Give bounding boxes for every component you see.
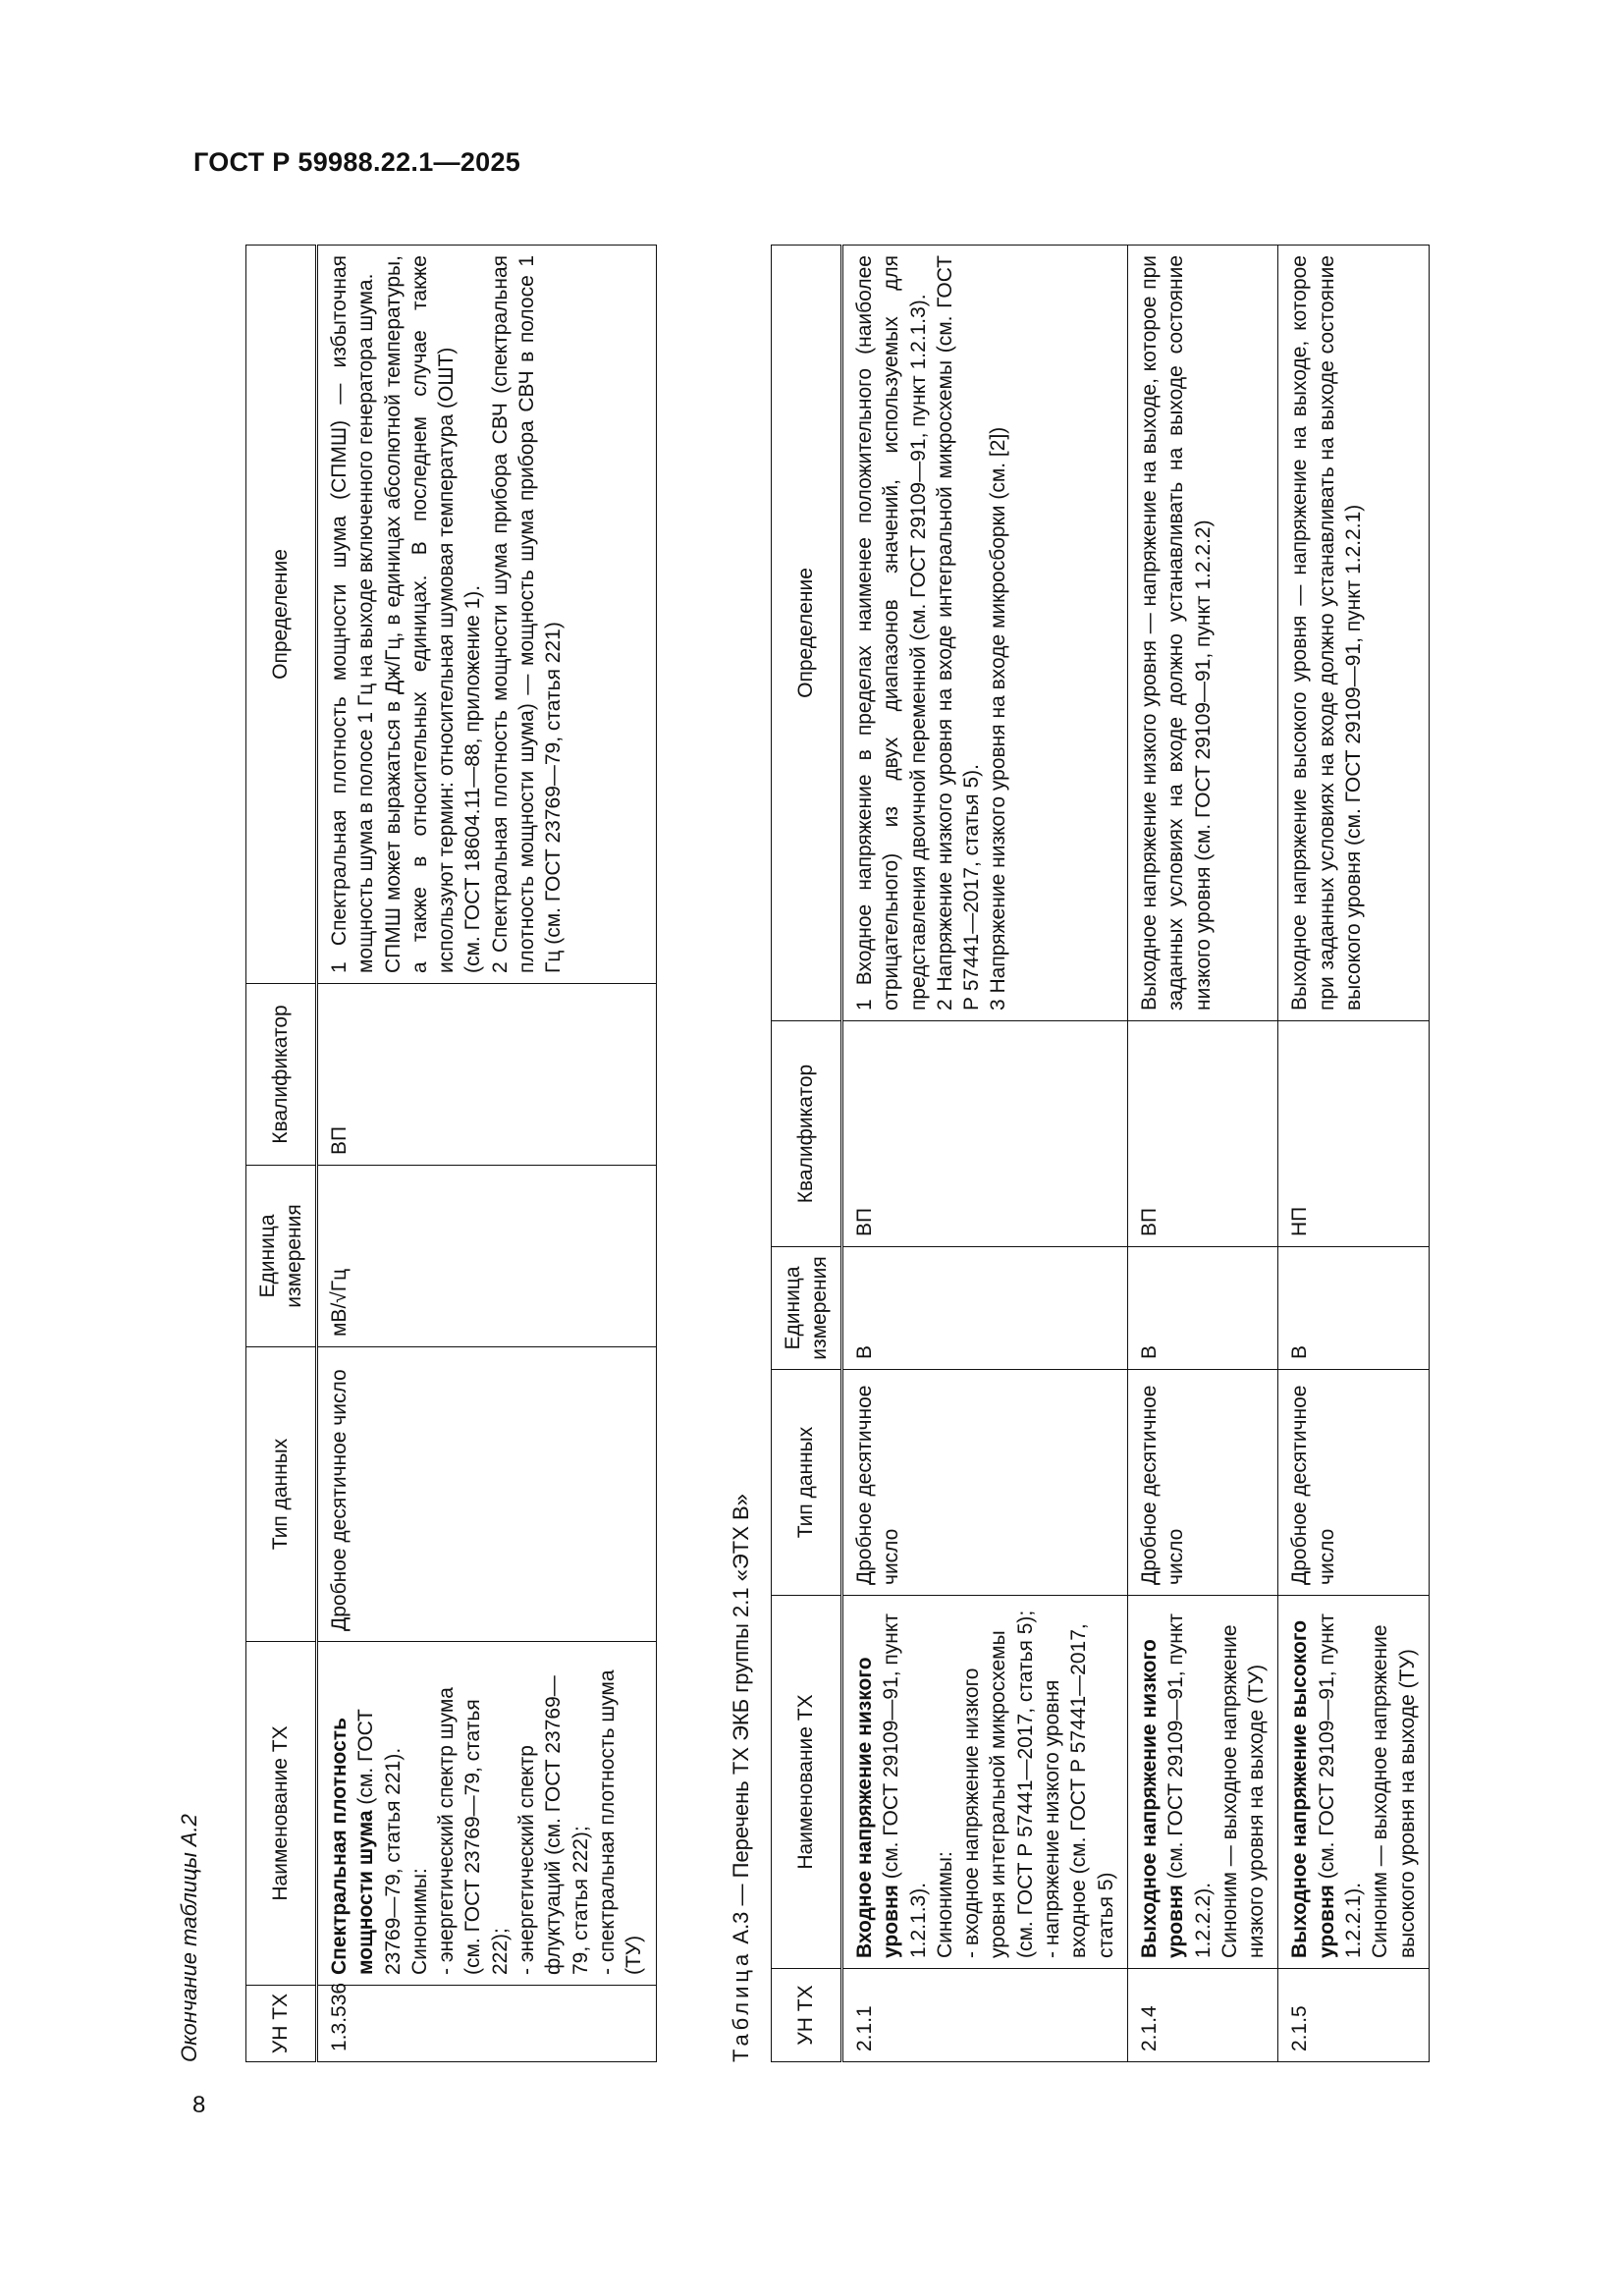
table-a3 <box>771 245 1430 2062</box>
name-line: - энергетический спектр флуктуаций (см. ГОСТ 23769—79, статья 222); <box>515 1675 592 1975</box>
name-line: - входное напряжение низкого уровня интегральной микросхемы (см. ГОСТ Р 57441—2017, статья 5); <box>960 1610 1037 1958</box>
definition-line: 1 Спектральная плотность мощности шума (СПМШ) — избыточная мощность шума в полосе 1 Гц на выходе включенного генератора шума. <box>328 255 378 973</box>
table-a3-caption <box>729 1494 754 2062</box>
table-row <box>1278 246 1429 2062</box>
cell-un: 1.3.536 <box>317 1986 657 2062</box>
cell-qualifier: ВП <box>1127 1021 1277 1247</box>
definition-line: 2 Напряжение низкого уровня на входе интегральной микросхемы (см. ГОСТ Р 57441—2017, статья 5). <box>933 255 984 1011</box>
definition-line: Выходное напряжение низкого уровня — напряжение на выходе, которое при заданных условиях на входе должно устанавливать на выходе состояние низкого уровня (см. ГОСТ 29109—91, пункт 1.2.2.2) <box>1137 255 1215 1011</box>
cell-definition <box>842 246 1128 1021</box>
name-line: Синонимы: <box>407 1868 431 1975</box>
col-header-unit: Единица измерения <box>246 1166 317 1347</box>
cell-definition <box>1278 246 1429 1021</box>
cell-qualifier: ВП <box>317 984 657 1166</box>
cell-unit: мВ/√Гц <box>317 1166 657 1347</box>
term-name: Выходное напряжение высокого уровня <box>1288 1619 1338 1958</box>
term-name: Входное напряжение низкого уровня <box>853 1657 903 1958</box>
cell-unit: В <box>1278 1247 1429 1370</box>
table-a2-end <box>245 245 657 2062</box>
cell-unit: В <box>1127 1247 1277 1370</box>
name-line: Синоним — выходное напряжение низкого уровня на выходе (ТУ) <box>1217 1624 1269 1958</box>
cell-name <box>317 1642 657 1986</box>
cell-definition <box>317 246 657 984</box>
cell-qualifier: НП <box>1278 1021 1429 1247</box>
col-header-name: Наименование ТХ <box>246 1642 317 1986</box>
col-header-name: Наименование ТХ <box>772 1596 842 1969</box>
table-header-row <box>246 246 317 2062</box>
col-header-unit: Единица измерения <box>772 1247 842 1370</box>
document-header: ГОСТ Р 59988.22.1—2025 <box>193 147 521 177</box>
cell-un: 2.1.1 <box>842 1969 1128 2062</box>
term-ref: (см. ГОСТ 29109—91, пункт 1.2.2.1). <box>1315 1613 1366 1958</box>
col-header-un: УН ТХ <box>246 1986 317 2062</box>
col-header-type: Тип данных <box>772 1370 842 1596</box>
cell-unit: В <box>842 1247 1128 1370</box>
col-header-definition: Определение <box>246 246 317 984</box>
table-continuation-caption: Окончание таблицы А.2 <box>177 1814 201 2062</box>
rotated-page-content <box>177 246 1537 2062</box>
cell-type: Дробное десятичное число <box>1127 1370 1277 1596</box>
col-header-type: Тип данных <box>246 1347 317 1642</box>
cell-qualifier: ВП <box>842 1021 1128 1247</box>
name-line: - напряжение низкого уровня входное (см. ГОСТ Р 57441—2017, статья 5) <box>1041 1623 1117 1958</box>
cell-name <box>842 1596 1128 1969</box>
cell-type: Дробное десятичное число <box>842 1370 1128 1596</box>
cell-name <box>1127 1596 1277 1969</box>
cell-name <box>1278 1596 1429 1969</box>
page-number: 8 <box>192 2092 206 2118</box>
definition-line: 2 Спектральная плотность мощности шума прибора СВЧ (спектральная плотность мощности шума) — мощность шума прибора СВЧ в полосе 1 Гц (см. ГОСТ 23769—79, статья 221) <box>488 255 566 973</box>
col-header-un: УН ТХ <box>772 1969 842 2062</box>
cell-type: Дробное десятичное число <box>317 1347 657 1642</box>
table-row <box>842 246 1128 2062</box>
definition-line: Выходное напряжение высокого уровня — напряжение на выходе, которое при заданных условиях на входе должно устанавливать на выходе состояние высокого уровня (см. ГОСТ 29109—91, пункт 1.2.2.1) <box>1288 255 1366 1011</box>
term-ref: (см. ГОСТ 29109—91, пункт 1.2.2.2). <box>1164 1613 1215 1958</box>
name-line: Синоним — выходное напряжение высокого уровня на выходе (ТУ) <box>1369 1624 1419 1958</box>
col-header-qualifier: Квалификатор <box>772 1021 842 1247</box>
cell-definition <box>1127 246 1277 1021</box>
col-header-qualifier: Квалификатор <box>246 984 317 1166</box>
term-ref: (см. ГОСТ 29109—91, пункт 1.2.1.3). <box>880 1613 930 1958</box>
definition-line: 3 Напряжение низкого уровня на входе микросборки (см. [2]) <box>987 426 1010 1011</box>
table-title: А.3 — Перечень ТХ ЭКБ группы 2.1 «ЭТХ В» <box>729 1494 753 1944</box>
definition-line: СПМШ может выражаться в Дж/Гц, в единицах абсолютной температуры, а также в относительных единицах. В последнем случае также используют термин: относительная шумовая температура (ОШТ) <box>381 255 459 973</box>
cell-un: 2.1.5 <box>1278 1969 1429 2062</box>
table-row <box>1127 246 1277 2062</box>
table-header-row <box>772 246 842 2062</box>
col-header-definition: Определение <box>772 246 842 1021</box>
cell-type: Дробное десятичное число <box>1278 1370 1429 1596</box>
term-name: Выходное напряжение низкого уровня <box>1137 1639 1188 1958</box>
definition-line: 1 Входное напряжение в пределах наименее положительного (наиболее отрицательного) из двух диапазонов значений, используемых для представления двоичной переменной (см. ГОСТ 29109—91, пункт 1.2.1.3). <box>853 255 930 1011</box>
cell-un: 2.1.4 <box>1127 1969 1277 2062</box>
table-label: Таблица <box>729 1949 753 2062</box>
table-row <box>317 246 657 2062</box>
name-line: - энергетический спектр шума (см. ГОСТ 23769—79, статья 222); <box>435 1687 512 1975</box>
definition-line: (см. ГОСТ 18604.11—88, приложение 1). <box>461 584 485 973</box>
term-ref: (см. ГОСТ 23769—79, статья 221). <box>354 1709 405 1975</box>
name-line: Синонимы: <box>933 1851 956 1958</box>
name-line: - спектральная плотность шума (ТУ) <box>595 1669 646 1975</box>
term-name: Спектральная плотность мощности шума <box>328 1718 378 1975</box>
